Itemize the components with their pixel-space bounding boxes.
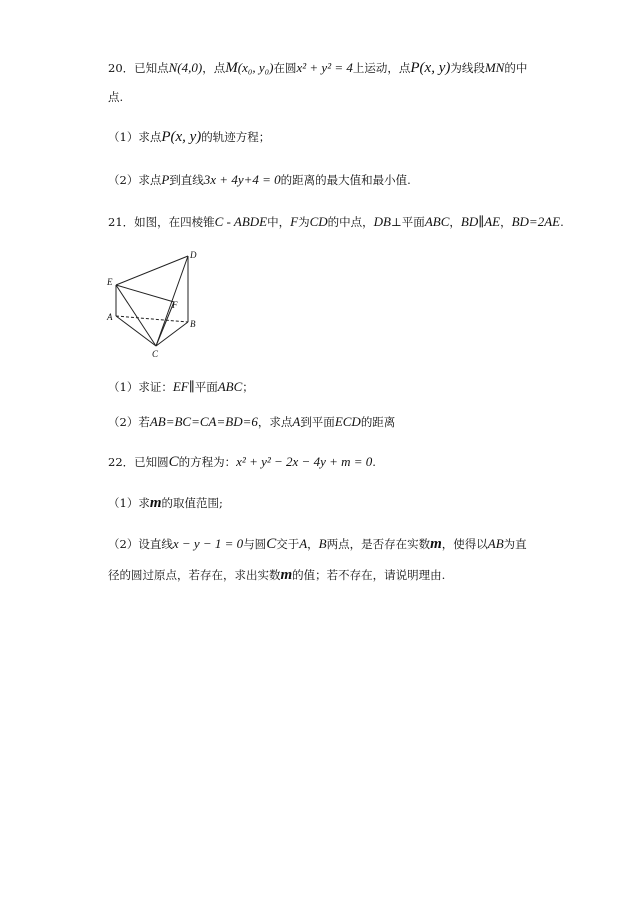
q20-point-m-coord: (x₀, y₀) (237, 60, 274, 75)
q22-part-1 (108, 495, 223, 511)
q21-part2-cond: AB=BC=CA=BD=6 (149, 414, 258, 429)
q22-part-2 (108, 536, 527, 552)
q21-text-g: ， (500, 215, 512, 229)
q22-part2-e: 两点，是否存在实数 (326, 537, 431, 551)
q22-circle-equation: x² + y² − 2x − 4y + m = 0 (236, 454, 373, 469)
q21-text-f: ， (449, 215, 461, 229)
q21-segment-db: DB (373, 214, 391, 229)
q21-ratio: BD=2AE (511, 214, 561, 229)
q20-circle-equation: x² + y² = 4 (296, 60, 353, 75)
q21-line-1 (108, 214, 564, 230)
q20-part1-a: （1）求点 (108, 130, 162, 144)
q20-text-f: 的中 (504, 61, 528, 75)
q21-pyramid: C - ABDE (214, 214, 268, 229)
q21-part1-c: ； (242, 380, 254, 394)
q21-part2-a: （2）若 (108, 415, 150, 429)
q20-line-2: 点. (108, 90, 124, 104)
q20-text-e: 为线段 (450, 61, 485, 75)
label-d: D (190, 250, 197, 260)
q22-part2-b: 与圆 (243, 537, 267, 551)
q21-text-h: . (560, 215, 564, 229)
q20-text-b: ，点 (202, 61, 226, 75)
label-a: A (107, 312, 113, 322)
q22-part2-m: m (430, 536, 442, 552)
q22-part2-line2-m: m (280, 567, 293, 583)
q22-line-1 (108, 454, 376, 470)
q21-text-b: 中， (267, 215, 291, 229)
q21-part2-d: 的距离 (360, 415, 396, 429)
q22-part2-g: 为直 (503, 537, 527, 551)
q22-part2-b-point: B (318, 536, 327, 551)
label-f: F (172, 300, 178, 310)
q20-text-d: 上运动，点 (352, 61, 411, 75)
q21-text-c: 为 (298, 215, 310, 229)
q20-part-1 (108, 129, 270, 145)
q20-point-m: M (225, 60, 238, 76)
q20-part2-b: 到直线 (169, 173, 204, 187)
q22-part1-m: m (149, 495, 162, 511)
q22-text-c: . (372, 455, 376, 469)
q20-part-2 (108, 172, 411, 188)
q21-segment-cd: CD (309, 214, 328, 229)
q21-parallel: BD∥AE (460, 214, 501, 229)
label-c: C (152, 349, 159, 359)
q20-part1-point-p: P(x, y) (161, 129, 202, 145)
q21-part1-abc: ABC (217, 379, 243, 394)
q22-part-2-line-2 (108, 567, 445, 583)
q22-part2-ab: AB (487, 536, 504, 551)
q21-part1-ef: EF∥ (172, 379, 195, 394)
pyramid-figure (104, 248, 214, 363)
q22-line-equation: x − y − 1 = 0 (172, 536, 244, 551)
q20-text-c: 在圆 (273, 61, 297, 75)
q21-part2-point-a: A (292, 414, 301, 429)
q21-part1-a: （1）求证： (108, 380, 173, 394)
q21-part-1 (108, 379, 254, 395)
q22-part1-a: （1）求 (108, 496, 150, 510)
q22-part2-c: C (266, 536, 277, 552)
q21-plane-abc: ABC (424, 214, 450, 229)
q21-part2-b: ，求点 (257, 415, 293, 429)
q22-part2-f: ，使得以 (441, 537, 488, 551)
q22-part2-c-text: 交于 (276, 537, 300, 551)
q22-text-b: 的方程为： (178, 455, 237, 469)
q20-line-1 (108, 60, 527, 76)
q21-part-2 (108, 414, 395, 430)
q21-text-e: ⊥平面 (390, 215, 425, 229)
q21-text-d: 的中点， (327, 215, 374, 229)
q20-point-n: N(4,0) (168, 60, 203, 75)
q22-part2-a: （2）设直线 (108, 537, 173, 551)
q22-part2-d: ， (307, 537, 319, 551)
q22-circle-c: C (168, 454, 179, 470)
q22-part1-b: 的取值范围; (161, 496, 223, 510)
q21-part2-ecd: ECD (334, 414, 361, 429)
label-b: B (190, 319, 196, 329)
label-e: E (107, 277, 113, 287)
q20-part2-c: 的距离的最大值和最小值. (280, 173, 411, 187)
q22-part2-line2-b: 的值；若不存在，请说明理由. (292, 568, 446, 582)
q20-part1-b: 的轨迹方程； (201, 130, 271, 144)
q20-segment-mn: MN (484, 60, 505, 75)
q20-point-p: P(x, y) (410, 60, 451, 76)
q21-text-a: 21．如图，在四棱锥 (108, 215, 215, 229)
q21-point-f: F (290, 214, 299, 229)
q20-text-a: 20．已知点 (108, 61, 169, 75)
q20-part2-a: （2）求点 (108, 173, 162, 187)
q20-part2-point-p: P (161, 172, 170, 187)
q21-part2-c: 到平面 (300, 415, 335, 429)
q22-part2-line2-a: 径的圆过原点，若存在，求出实数 (108, 568, 281, 582)
q22-text-a: 22．已知圆 (108, 455, 169, 469)
q20-line-equation: 3x + 4y+4 = 0 (203, 172, 281, 187)
q21-part1-b: 平面 (194, 380, 218, 394)
q22-part2-a-point: A (299, 536, 308, 551)
